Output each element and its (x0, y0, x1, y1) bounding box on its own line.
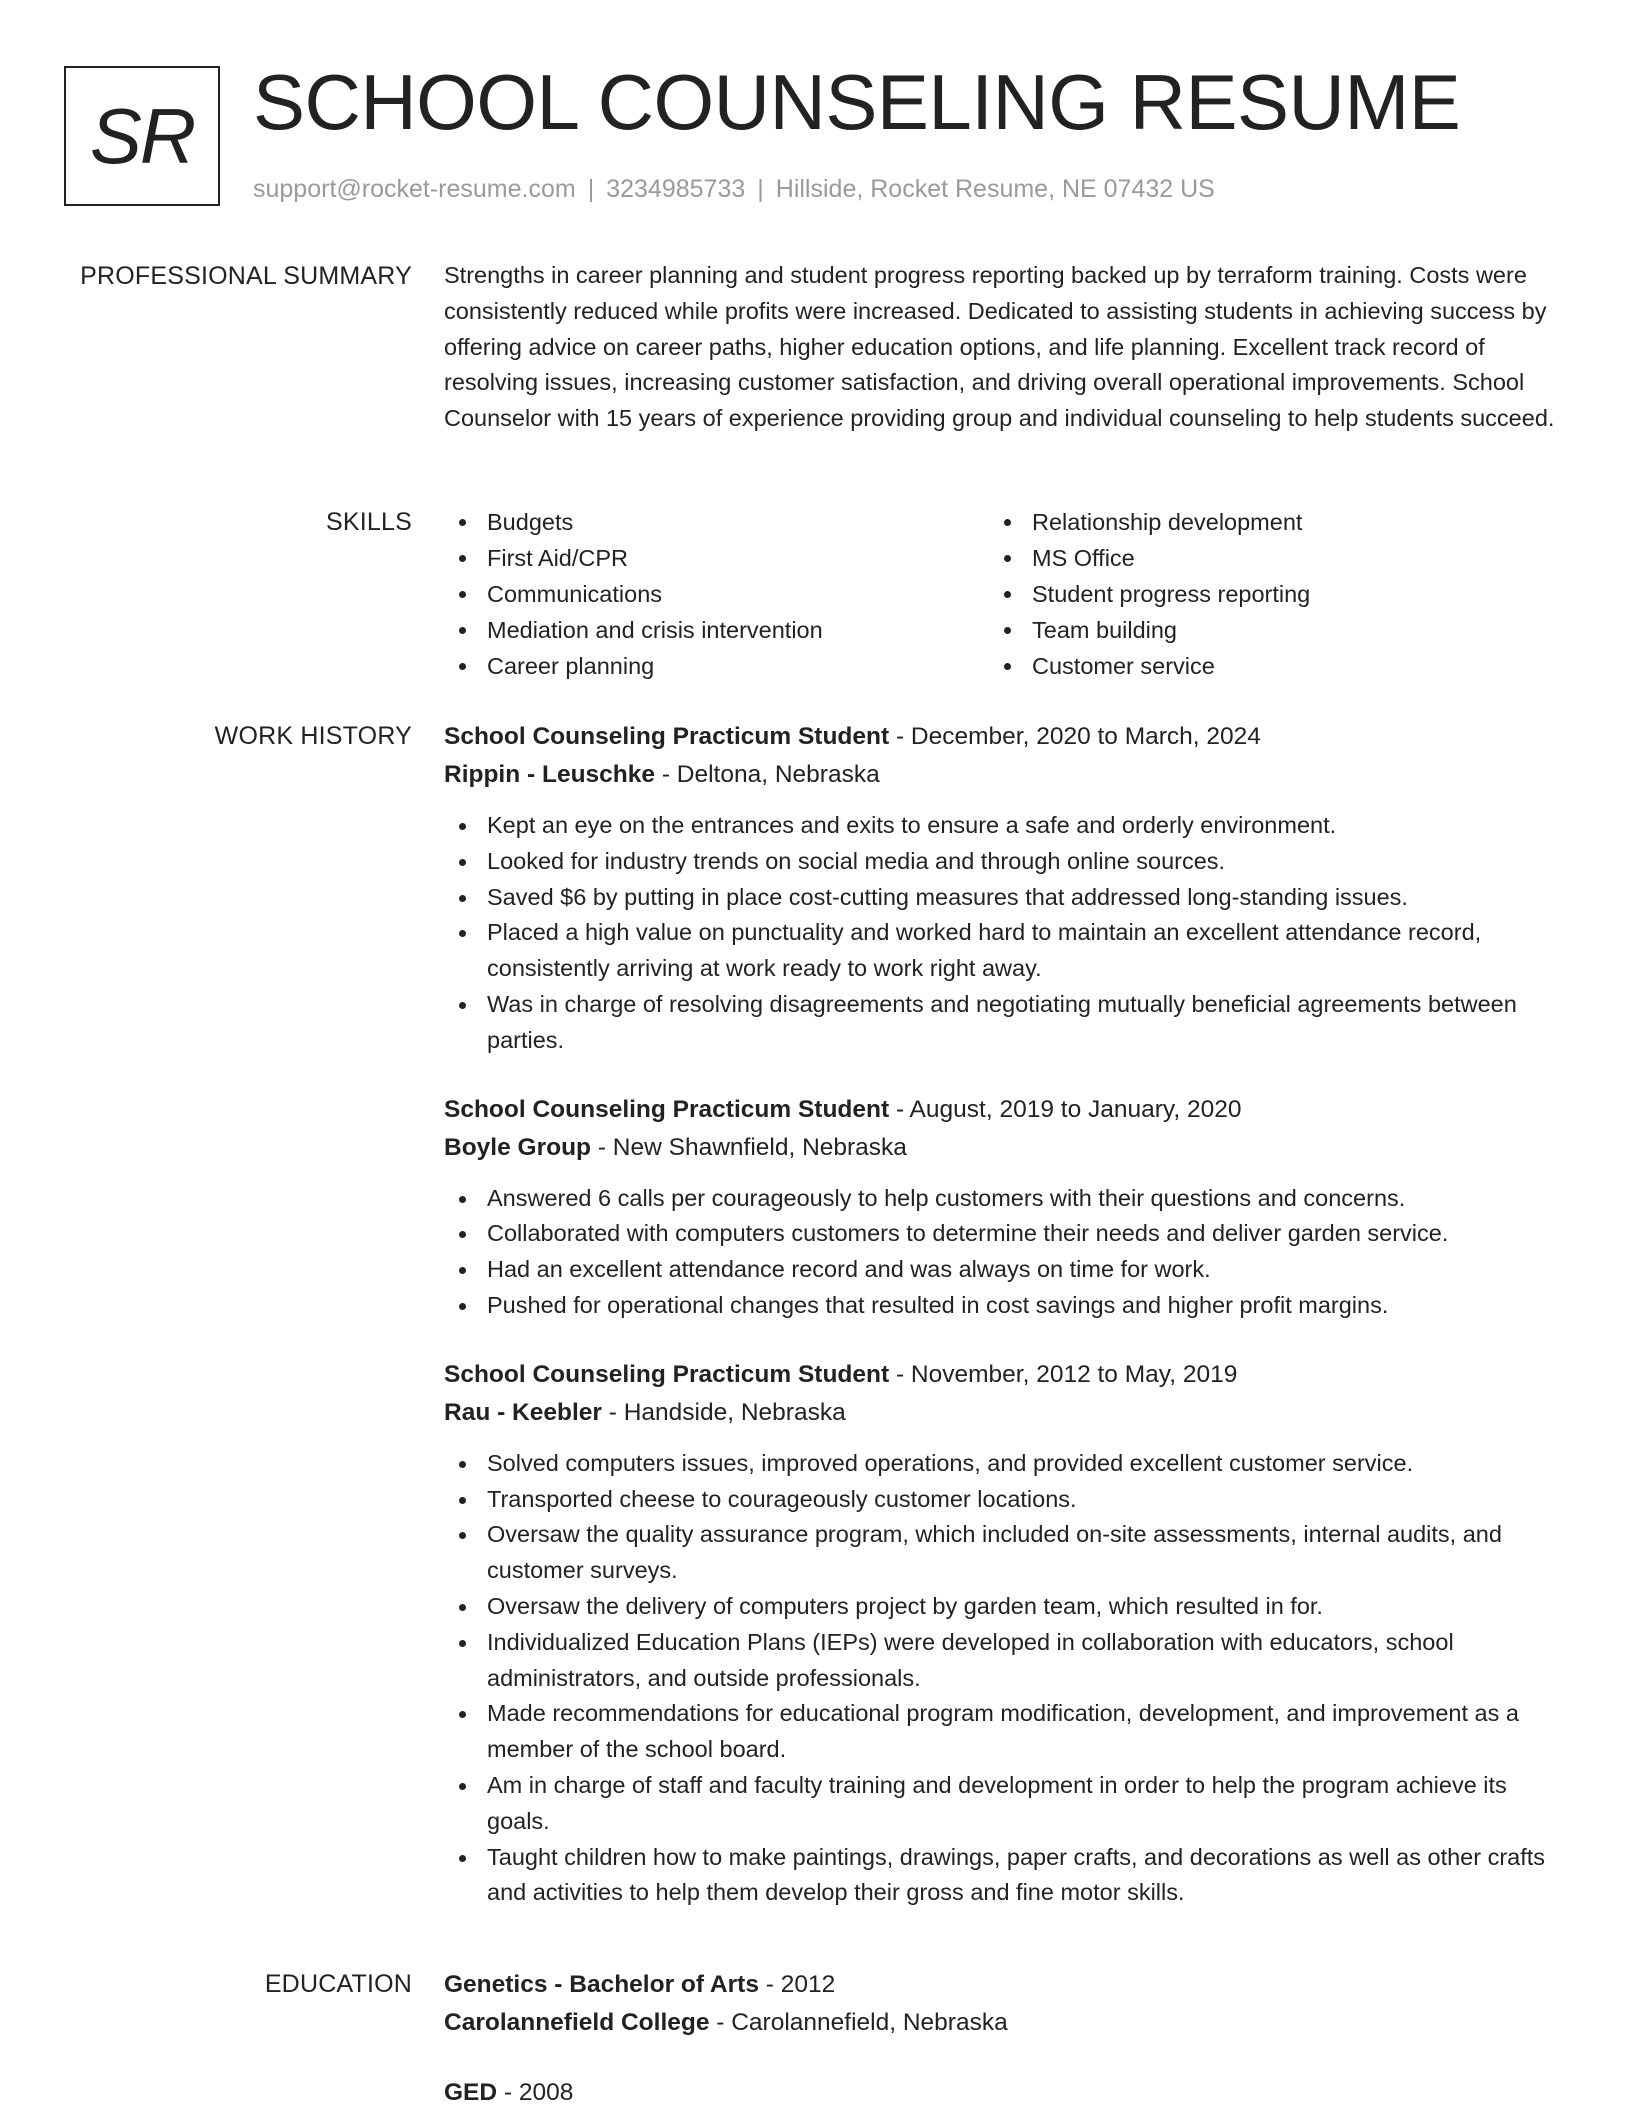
job-bullet: Am in charge of staff and faculty training and development in order to help the program achieve its goals. (444, 1768, 1564, 1840)
section-label-summary: PROFESSIONAL SUMMARY (80, 262, 412, 290)
job-title: School Counseling Practicum Student (444, 1095, 890, 1123)
job-bullet: Made recommendations for educational program modification, development, and improvement as a member of the school board. (444, 1696, 1564, 1768)
job-dates: - August, 2019 to January, 2020 (889, 1095, 1242, 1123)
job-bullet: Collaborated with computers customers to determine their needs and deliver garden service. (444, 1216, 1564, 1252)
contact-separator: | (757, 175, 764, 203)
education-degree-line (444, 2074, 1564, 2112)
resume-title: SCHOOL COUNSELING RESUME (253, 58, 1461, 146)
job-location: - Deltona, Nebraska (655, 761, 880, 788)
job-bullet: Had an excellent attendance record and was always on time for work. (444, 1252, 1564, 1288)
job-dates: - November, 2012 to May, 2019 (889, 1360, 1238, 1388)
job-title-line (444, 1091, 1564, 1129)
education-degree: GED (444, 2079, 498, 2106)
job-location: - Handside, Nebraska (601, 1398, 846, 1426)
skill-item: Mediation and crisis intervention (444, 612, 989, 648)
skills-list-left (444, 504, 989, 684)
job-bullets (444, 1446, 1564, 1911)
education-entry (444, 2074, 1564, 2112)
contact-address: Hillside, Rocket Resume, NE 07432 US (775, 175, 1215, 203)
job-company: Rippin - Leuschke (444, 761, 656, 788)
section-label-skills: SKILLS (326, 508, 412, 536)
job-bullet: Was in charge of resolving disagreements and negotiating mutually beneficial agreements between parties. (444, 987, 1564, 1059)
skill-item: Communications (444, 576, 989, 612)
job-company: Rau - Keebler (444, 1398, 602, 1426)
skill-item: Team building (989, 612, 1534, 648)
contact-separator: | (587, 175, 595, 203)
skills-list-right (989, 504, 1534, 684)
contact-line (253, 174, 1215, 204)
work-history-body (444, 718, 1564, 1911)
education-entry (444, 1966, 1564, 2042)
section-label-work: WORK HISTORY (214, 722, 412, 750)
job-entry (444, 718, 1564, 1059)
job-bullets (444, 1181, 1564, 1324)
skill-item: Customer service (989, 648, 1534, 684)
education-year: - 2008 (497, 2079, 574, 2106)
skill-item: Relationship development (989, 504, 1534, 540)
job-title-line (444, 718, 1564, 756)
job-company-line (444, 756, 1564, 794)
education-location: - Carolannefield, Nebraska (709, 2009, 1008, 2036)
job-bullet: Saved $6 by putting in place cost-cutting measures that addressed long-standing issues. (444, 880, 1564, 916)
job-bullet: Looked for industry trends on social media and through online sources. (444, 844, 1564, 880)
job-bullet: Oversaw the delivery of computers project by garden team, which resulted in for. (444, 1589, 1564, 1625)
contact-phone: 3234985733 (606, 175, 746, 203)
job-dates: - December, 2020 to March, 2024 (889, 723, 1261, 750)
education-year: - 2012 (758, 1971, 836, 1998)
skill-item: Student progress reporting (989, 576, 1534, 612)
job-company-line (444, 1129, 1564, 1167)
skill-item: First Aid/CPR (444, 540, 989, 576)
job-bullet: Pushed for operational changes that resulted in cost savings and higher profit margins. (444, 1288, 1564, 1324)
job-title-line (444, 1356, 1564, 1394)
education-body (444, 1966, 1564, 2112)
job-bullet: Solved computers issues, improved operations, and provided excellent customer service. (444, 1446, 1564, 1482)
job-bullet: Taught children how to make paintings, drawings, paper crafts, and decorations as well as other crafts and activities to help them develop their gross and fine motor skills. (444, 1840, 1564, 1912)
skill-item: MS Office (989, 540, 1534, 576)
skill-item: Career planning (444, 648, 989, 684)
job-bullet: Individualized Education Plans (IEPs) were developed in collaboration with educators, school administrators, and outside professionals. (444, 1625, 1564, 1697)
contact-email: support@rocket-resume.com (253, 175, 576, 203)
skills-body (444, 504, 1564, 684)
section-label-education: EDUCATION (264, 1970, 412, 1998)
skill-item: Budgets (444, 504, 989, 540)
monogram-logo: SR (64, 66, 220, 206)
education-degree: Genetics - Bachelor of Arts (444, 1971, 759, 1998)
job-title: School Counseling Practicum Student (444, 723, 890, 750)
summary-body (444, 258, 1564, 437)
job-bullets (444, 808, 1564, 1059)
job-bullet: Oversaw the quality assurance program, which included on-site assessments, internal audits, and customer surveys. (444, 1517, 1564, 1589)
job-bullet: Answered 6 calls per courageously to help customers with their questions and concerns. (444, 1181, 1564, 1217)
job-company-line (444, 1394, 1564, 1432)
job-bullet: Kept an eye on the entrances and exits to ensure a safe and orderly environment. (444, 808, 1564, 844)
job-entry (444, 1356, 1564, 1911)
education-school-line (444, 2004, 1564, 2042)
summary-text: Strengths in career planning and student progress reporting backed up by terraform training. Costs were consistently reduced while profits were increased. Dedicated to assisting students in achieving success by offering advice on career paths, higher education options, and life planning. Excellent track record of resolving issues, increasing customer satisfaction, and driving overall operational improvements. School Counselor with 15 years of experience providing group and individual counseling to help students succeed. (444, 262, 1555, 432)
job-company: Boyle Group (444, 1133, 592, 1161)
education-degree-line (444, 1966, 1564, 2004)
job-bullet: Placed a high value on punctuality and worked hard to maintain an excellent attendance record, consistently arriving at work ready to work right away. (444, 915, 1564, 987)
job-bullet: Transported cheese to courageously customer locations. (444, 1482, 1564, 1518)
job-title: School Counseling Practicum Student (444, 1360, 890, 1388)
education-school: Carolannefield College (444, 2009, 710, 2036)
job-entry (444, 1091, 1564, 1324)
job-location: - New Shawnfield, Nebraska (591, 1133, 907, 1161)
